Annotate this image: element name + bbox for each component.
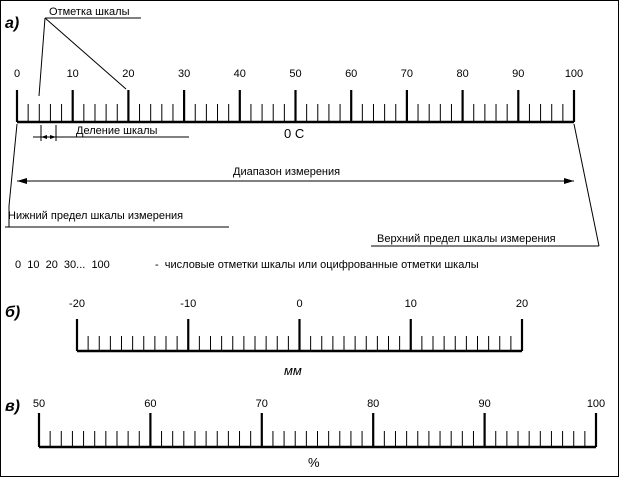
scale-c-tick-label: 100 [586, 398, 606, 410]
scale-b-tick-label: 0 [296, 298, 303, 310]
lower-limit-leader [9, 124, 17, 206]
legend-line [15, 259, 479, 271]
scale-b-unit: мм [284, 363, 302, 378]
scale-a-unit: 0 С [284, 126, 305, 141]
scale-division-arrow-right [50, 135, 56, 139]
scale-c-tick-label: 50 [32, 398, 46, 410]
annotation-scale-division [33, 125, 189, 141]
scale-a-tick-label: 80 [456, 68, 469, 80]
scale-a-tick-label: 90 [512, 68, 525, 80]
annotation-scale-mark [39, 6, 141, 96]
scale-a-tick-label: 10 [66, 68, 79, 80]
scale-b [69, 298, 528, 351]
scale-c-tick-label: 60 [144, 398, 157, 410]
annotation-lower-limit [5, 124, 229, 227]
scale-c-tick-label: 80 [367, 398, 380, 410]
scale-a-tick-label: 20 [122, 68, 135, 80]
scale-c [33, 398, 605, 447]
scale-c-unit: % [308, 455, 320, 470]
scale-b-tick-label: 20 [515, 298, 529, 310]
scale-b-tick-label: -20 [69, 298, 85, 310]
part-label-a: а) [5, 15, 20, 32]
annotation-upper-limit [371, 124, 599, 246]
scale-c-tick-label: 70 [255, 398, 268, 410]
legend-text: - числовые отметки шкалы или оцифрованные отметки шкалы [155, 259, 479, 271]
scale-a-tick-label: 50 [289, 68, 302, 80]
scale-a-tick-label: 30 [177, 68, 191, 80]
scale-a-tick-label: 70 [400, 68, 414, 80]
scale-a-tick-label: 0 [13, 68, 21, 80]
range-label: Диапазон измерения [233, 166, 341, 178]
scale-a-tick-label: 100 [564, 68, 584, 80]
upper-limit-leader [574, 124, 599, 246]
diagram-canvas [1, 1, 618, 476]
lower-limit-label: Нижний предел шкалы измерения [8, 210, 184, 222]
scale-b-tick-label: -10 [180, 298, 197, 310]
scale-mark-label: Отметка шкалы [49, 6, 130, 18]
scale-division-arrow-left [41, 135, 47, 139]
scale-b-tick-label: 10 [404, 298, 417, 310]
scale-a-tick-label: 40 [233, 68, 246, 80]
scale-division-label: Деление шкалы [76, 125, 158, 137]
legend-numbers: 0 10 20 30... 100 [15, 259, 110, 271]
range-arrow-right [564, 178, 574, 184]
scale-mark-leader-2 [45, 18, 126, 89]
upper-limit-label: Верхний предел шкалы измерения [377, 233, 556, 245]
scale-mark-leader-1 [39, 18, 45, 96]
part-label-b: б) [5, 304, 21, 321]
part-label-c: в) [5, 398, 20, 415]
scale-a [14, 68, 583, 122]
annotation-measuring-range [17, 166, 574, 184]
scale-a-tick-label: 60 [345, 68, 358, 80]
range-arrow-left [17, 178, 27, 184]
scale-c-tick-label: 90 [478, 398, 491, 410]
